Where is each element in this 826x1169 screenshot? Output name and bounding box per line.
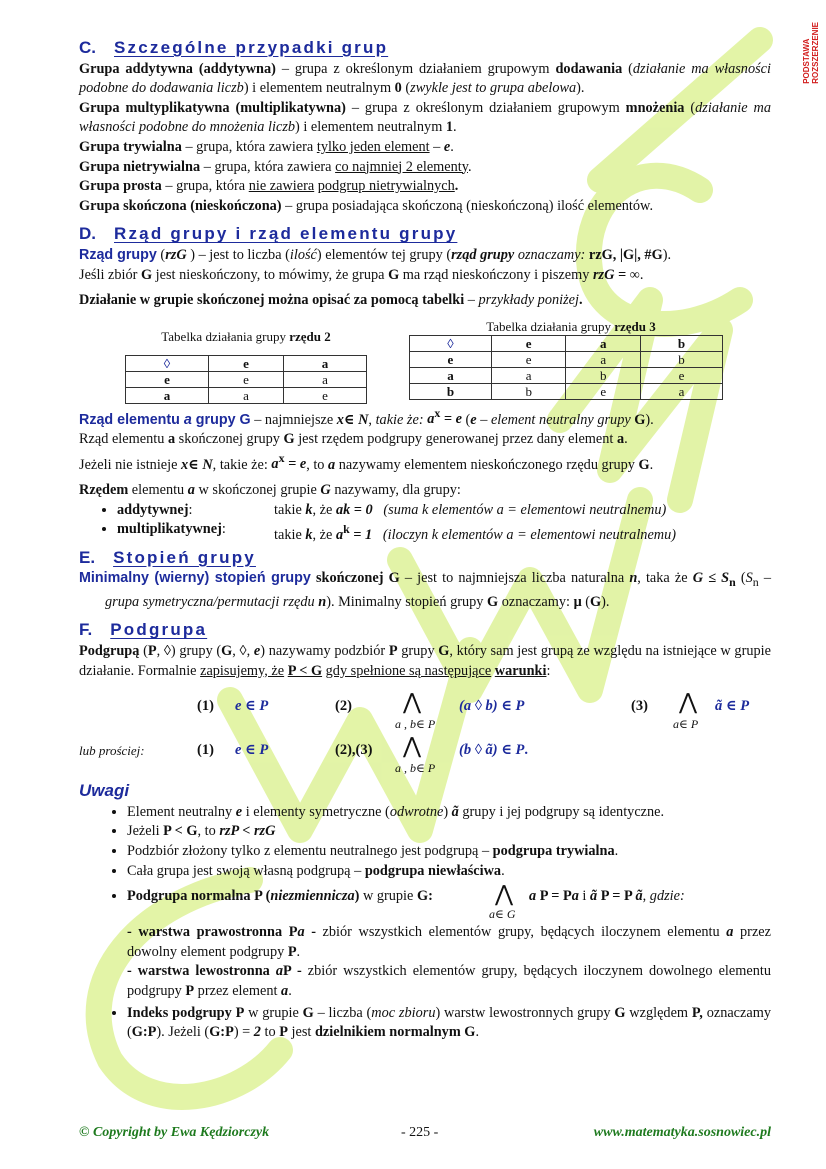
table2-cell: b bbox=[641, 351, 723, 367]
table2-cell: a bbox=[410, 367, 492, 383]
element-order-subgroup: Rząd elementu a skończonej grupy G jest rzędem podgrupy generowanej przez dany element a. bbox=[79, 431, 628, 448]
table1-cell: e bbox=[126, 371, 209, 387]
cond-3-number: (3) bbox=[631, 698, 648, 715]
section-f-heading bbox=[79, 620, 771, 640]
def-nontrivial-group: Grupa nietrywialna – grupa, która zawiera co najmniej 2 elementy. bbox=[79, 158, 472, 175]
def-subgroup: Podgrupą (P, ◊) grupy (G, ◊, e) nazywamy podzbiór P grupy G, który sam jest grupą ze względu na istniejące w grupie działanie. Formalnie zapisujemy, że P < G gdy spełnione są następujące warunki: bbox=[79, 643, 771, 679]
table1-cell: ◊ bbox=[126, 355, 209, 371]
cond-2-quantifier: a , b∈ P bbox=[395, 717, 436, 732]
table1-row bbox=[126, 387, 367, 403]
remark-order-inequality: • Jeżeli P < G, to rzP < rzG bbox=[127, 822, 771, 842]
section-letter: D. bbox=[79, 224, 96, 244]
subgroup-conditions: (1) e ∈ P (2) ⋀ a , b∈ P (a ◊ b) ∈ P (3) ⋀ a∈ P ã ∈ P lub prościej: (1) e ∈ P (2),(3) ⋀ a , b∈ P (b ◊ ã) ∈ P. bbox=[79, 691, 771, 775]
left-coset-def: - warstwa lewostronna aP - zbiór wszystkich elementów grupy, będących iloczynem dowolnego elementu podgrupy P przez element a. bbox=[127, 963, 771, 999]
remarks-list bbox=[79, 803, 771, 1043]
wedge-symbol: ⋀ bbox=[679, 689, 698, 715]
cond-2-number: (2) bbox=[335, 698, 352, 715]
wedge-symbol: ⋀ bbox=[403, 689, 422, 715]
table2-row bbox=[410, 383, 723, 399]
footer-page-number: - 225 - bbox=[401, 1125, 439, 1140]
remark-trivial-subgroup: • Podzbiór złożony tylko z elementu neutralnego jest podgrupą – podgrupa trywialna. bbox=[127, 842, 771, 862]
main-content bbox=[79, 38, 771, 1043]
table-order-2 bbox=[125, 355, 367, 404]
section-d-heading bbox=[79, 224, 771, 244]
remarks-heading: Uwagi bbox=[79, 781, 130, 801]
table1-cell: e bbox=[208, 355, 283, 371]
section-letter: F. bbox=[79, 620, 93, 640]
table-intro: Działanie w grupie skończonej można opisać za pomocą tabelki – przykłady poniżej. bbox=[79, 292, 583, 309]
remark-neutral-element: • Element neutralny e i elementy symetryczne (odwrotne) ã grupy i jej podgrupy są identyczne. bbox=[127, 803, 771, 823]
side-tab-label bbox=[802, 22, 820, 84]
table2-cell: b bbox=[566, 367, 641, 383]
table2-caption: Tabelka działania grupy rzędu 3 bbox=[486, 318, 656, 334]
def-group-order: Rząd grupy (rzG ) – jest to liczba (ilość) elementów tej grupy (rząd grupy oznaczamy: rzG, |G|, #G). bbox=[79, 246, 672, 263]
table2-cell: e bbox=[491, 335, 566, 351]
cond-1-formula: e ∈ P bbox=[235, 698, 269, 715]
remark-normal-subgroup: • Podgrupa normalna P (niezmiennicza) w grupie G: ⋀ a∈ G a P = Pa i ã P = P ã, gdzie: - warstwa prawostronna Pa - zbiór wszystkich elementów grupy, będących iloczynem elementu a przez dowolny element podgrupy P. - warstwa lewostronna aP - zbiór wszystkich elementów grupy, będących iloczynem dowolnego elementu podgrupy P przez element a. bbox=[127, 887, 771, 1001]
table1-cell: a bbox=[126, 387, 209, 403]
remark-improper-subgroup: • Cała grupa jest swoją własną podgrupą – podgrupa niewłaściwa. bbox=[127, 862, 771, 882]
section-e-heading bbox=[79, 548, 771, 568]
cond-3-quantifier: a∈ P bbox=[673, 717, 699, 732]
table-order-3 bbox=[409, 335, 723, 400]
cond-1-number: (1) bbox=[197, 698, 214, 715]
table2-cell: a bbox=[566, 351, 641, 367]
table2-cell: e bbox=[410, 351, 492, 367]
table1-cell: a bbox=[208, 387, 283, 403]
infinite-element-order: Jeżeli nie istnieje x∈ N, takie że: $a^x = e$, to a nazywamy elementem nieskończonego rzędu grupy G. bbox=[79, 451, 654, 473]
def-minimal-degree: Minimalny (wierny) stopień grupy skończonej G – jest to najmniejsza liczba naturalna n, taka że $G \le S_n$ ($S_n$ – grupa symetryczna/permutacji rzędu n). Minimalny stopień grupy G oznaczamy: μ (G). bbox=[79, 570, 771, 610]
simpler-label: lub prościej: bbox=[79, 743, 145, 759]
section-c-heading bbox=[79, 38, 771, 58]
section-title: Podgrupa bbox=[110, 620, 208, 640]
table1-cell: e bbox=[284, 387, 367, 403]
footer-url[interactable]: www.matematyka.sosnowiec.pl bbox=[593, 1125, 771, 1140]
table2-cell: e bbox=[566, 383, 641, 399]
table2-cell: e bbox=[641, 367, 723, 383]
def-element-order: Rząd elementu a grupy G – najmniejsze x∈ N, takie że: $a^x = e$ (e – element neutralny grupy G). bbox=[79, 406, 654, 428]
table1-row bbox=[126, 355, 367, 371]
table1-caption: Tabelka działania grupy rzędu 2 bbox=[161, 328, 331, 344]
def-finite-group: Grupa skończona (nieskończona) – grupa posiadająca skończoną (nieskończoną) ilość elementów. bbox=[79, 197, 654, 214]
table2-cell: a bbox=[491, 367, 566, 383]
order-bullets bbox=[79, 501, 771, 543]
table2-cell: a bbox=[566, 335, 641, 351]
side-tab-podstawa: PODSTAWA bbox=[802, 38, 811, 84]
table2-row bbox=[410, 335, 723, 351]
table2-cell: ◊ bbox=[410, 335, 492, 351]
def-additive-group: Grupa addytywna (addytywna) – grupa z określonym działaniem grupowym dodawania (działanie ma własności podobne do dodawania liczb) i elementem neutralnym 0 (zwykle jest to grupa abelowa). bbox=[79, 60, 771, 97]
table2-cell: b bbox=[491, 383, 566, 399]
order-intro: Rzędem elementu a w skończonej grupie G nazywamy, dla grupy: bbox=[79, 482, 461, 499]
def-trivial-group: Grupa trywialna – grupa, która zawiera tylko jeden element – e. bbox=[79, 138, 454, 155]
section-letter: E. bbox=[79, 547, 96, 567]
section-title: Stopień grupy bbox=[113, 547, 256, 567]
operation-tables bbox=[79, 317, 771, 405]
cond-2-formula: (a ◊ b) ∈ P bbox=[459, 698, 525, 715]
order-bullet-multiplicative: • multiplikatywnej: takie k, że $a^k = 1$ (iloczyn k elementów a = elementowi neutralnemu) bbox=[117, 520, 771, 540]
table2-row bbox=[410, 367, 723, 383]
section-title: Szczególne przypadki grup bbox=[114, 38, 389, 57]
section-title: Rząd grupy i rząd elementu grupy bbox=[114, 224, 458, 244]
infinite-order-note: Jeśli zbiór G jest nieskończony, to mówimy, że grupa G ma rząd nieskończony i piszemy rzG = ∞. bbox=[79, 266, 644, 283]
table1-row bbox=[126, 371, 367, 387]
def-simple-group: Grupa prosta – grupa, która nie zawiera podgrup nietrywialnych. bbox=[79, 178, 459, 195]
def-multiplicative-group: Grupa multyplikatywna (multiplikatywna) – grupa z określonym działaniem grupowym mnożenia (działanie ma własności podobne do mnożenia liczb) i elementem neutralnym 1. bbox=[79, 99, 771, 136]
table1-cell: e bbox=[208, 371, 283, 387]
section-letter: C. bbox=[79, 38, 96, 57]
simple-cond-quantifier: a , b∈ P bbox=[395, 761, 436, 776]
simple-cond-1-number: (1) bbox=[197, 742, 214, 759]
table2-row bbox=[410, 351, 723, 367]
cond-3-formula: ã ∈ P bbox=[715, 698, 750, 715]
page-footer bbox=[79, 1125, 771, 1141]
table1-cell: a bbox=[284, 355, 367, 371]
table2-cell: b bbox=[410, 383, 492, 399]
footer-copyright: © Copyright by Ewa Kędziorczyk bbox=[79, 1125, 270, 1140]
table2-cell: b bbox=[641, 335, 723, 351]
table2-cell: e bbox=[491, 351, 566, 367]
table1-cell: a bbox=[284, 371, 367, 387]
wedge-symbol: ⋀ bbox=[403, 733, 422, 759]
table2-cell: a bbox=[641, 383, 723, 399]
simple-cond-formula: (b ◊ ã) ∈ P bbox=[459, 742, 525, 759]
simple-cond-1-formula: e ∈ P bbox=[235, 742, 269, 759]
simple-cond-23-number: (2),(3) bbox=[335, 742, 373, 759]
order-bullet-additive: • addytywnej: takie k, że ak = 0 (suma k elementów a = elementowi neutralnemu) bbox=[117, 501, 771, 521]
right-coset-def: - warstwa prawostronna Pa - zbiór wszystkich elementów grupy, będących iloczynem elementu a przez dowolny element podgrupy P. bbox=[127, 924, 771, 960]
remark-subgroup-index: • Indeks podgrupy P w grupie G – liczba (moc zbioru) warstw lewostronnych grupy G względem P, oznaczamy (G:P). Jeżeli (G:P) = 2 to P jest dzielnikiem normalnym G. bbox=[127, 1004, 771, 1043]
side-tab-rozszerzenie: ROZSZERZENIE bbox=[811, 22, 820, 84]
